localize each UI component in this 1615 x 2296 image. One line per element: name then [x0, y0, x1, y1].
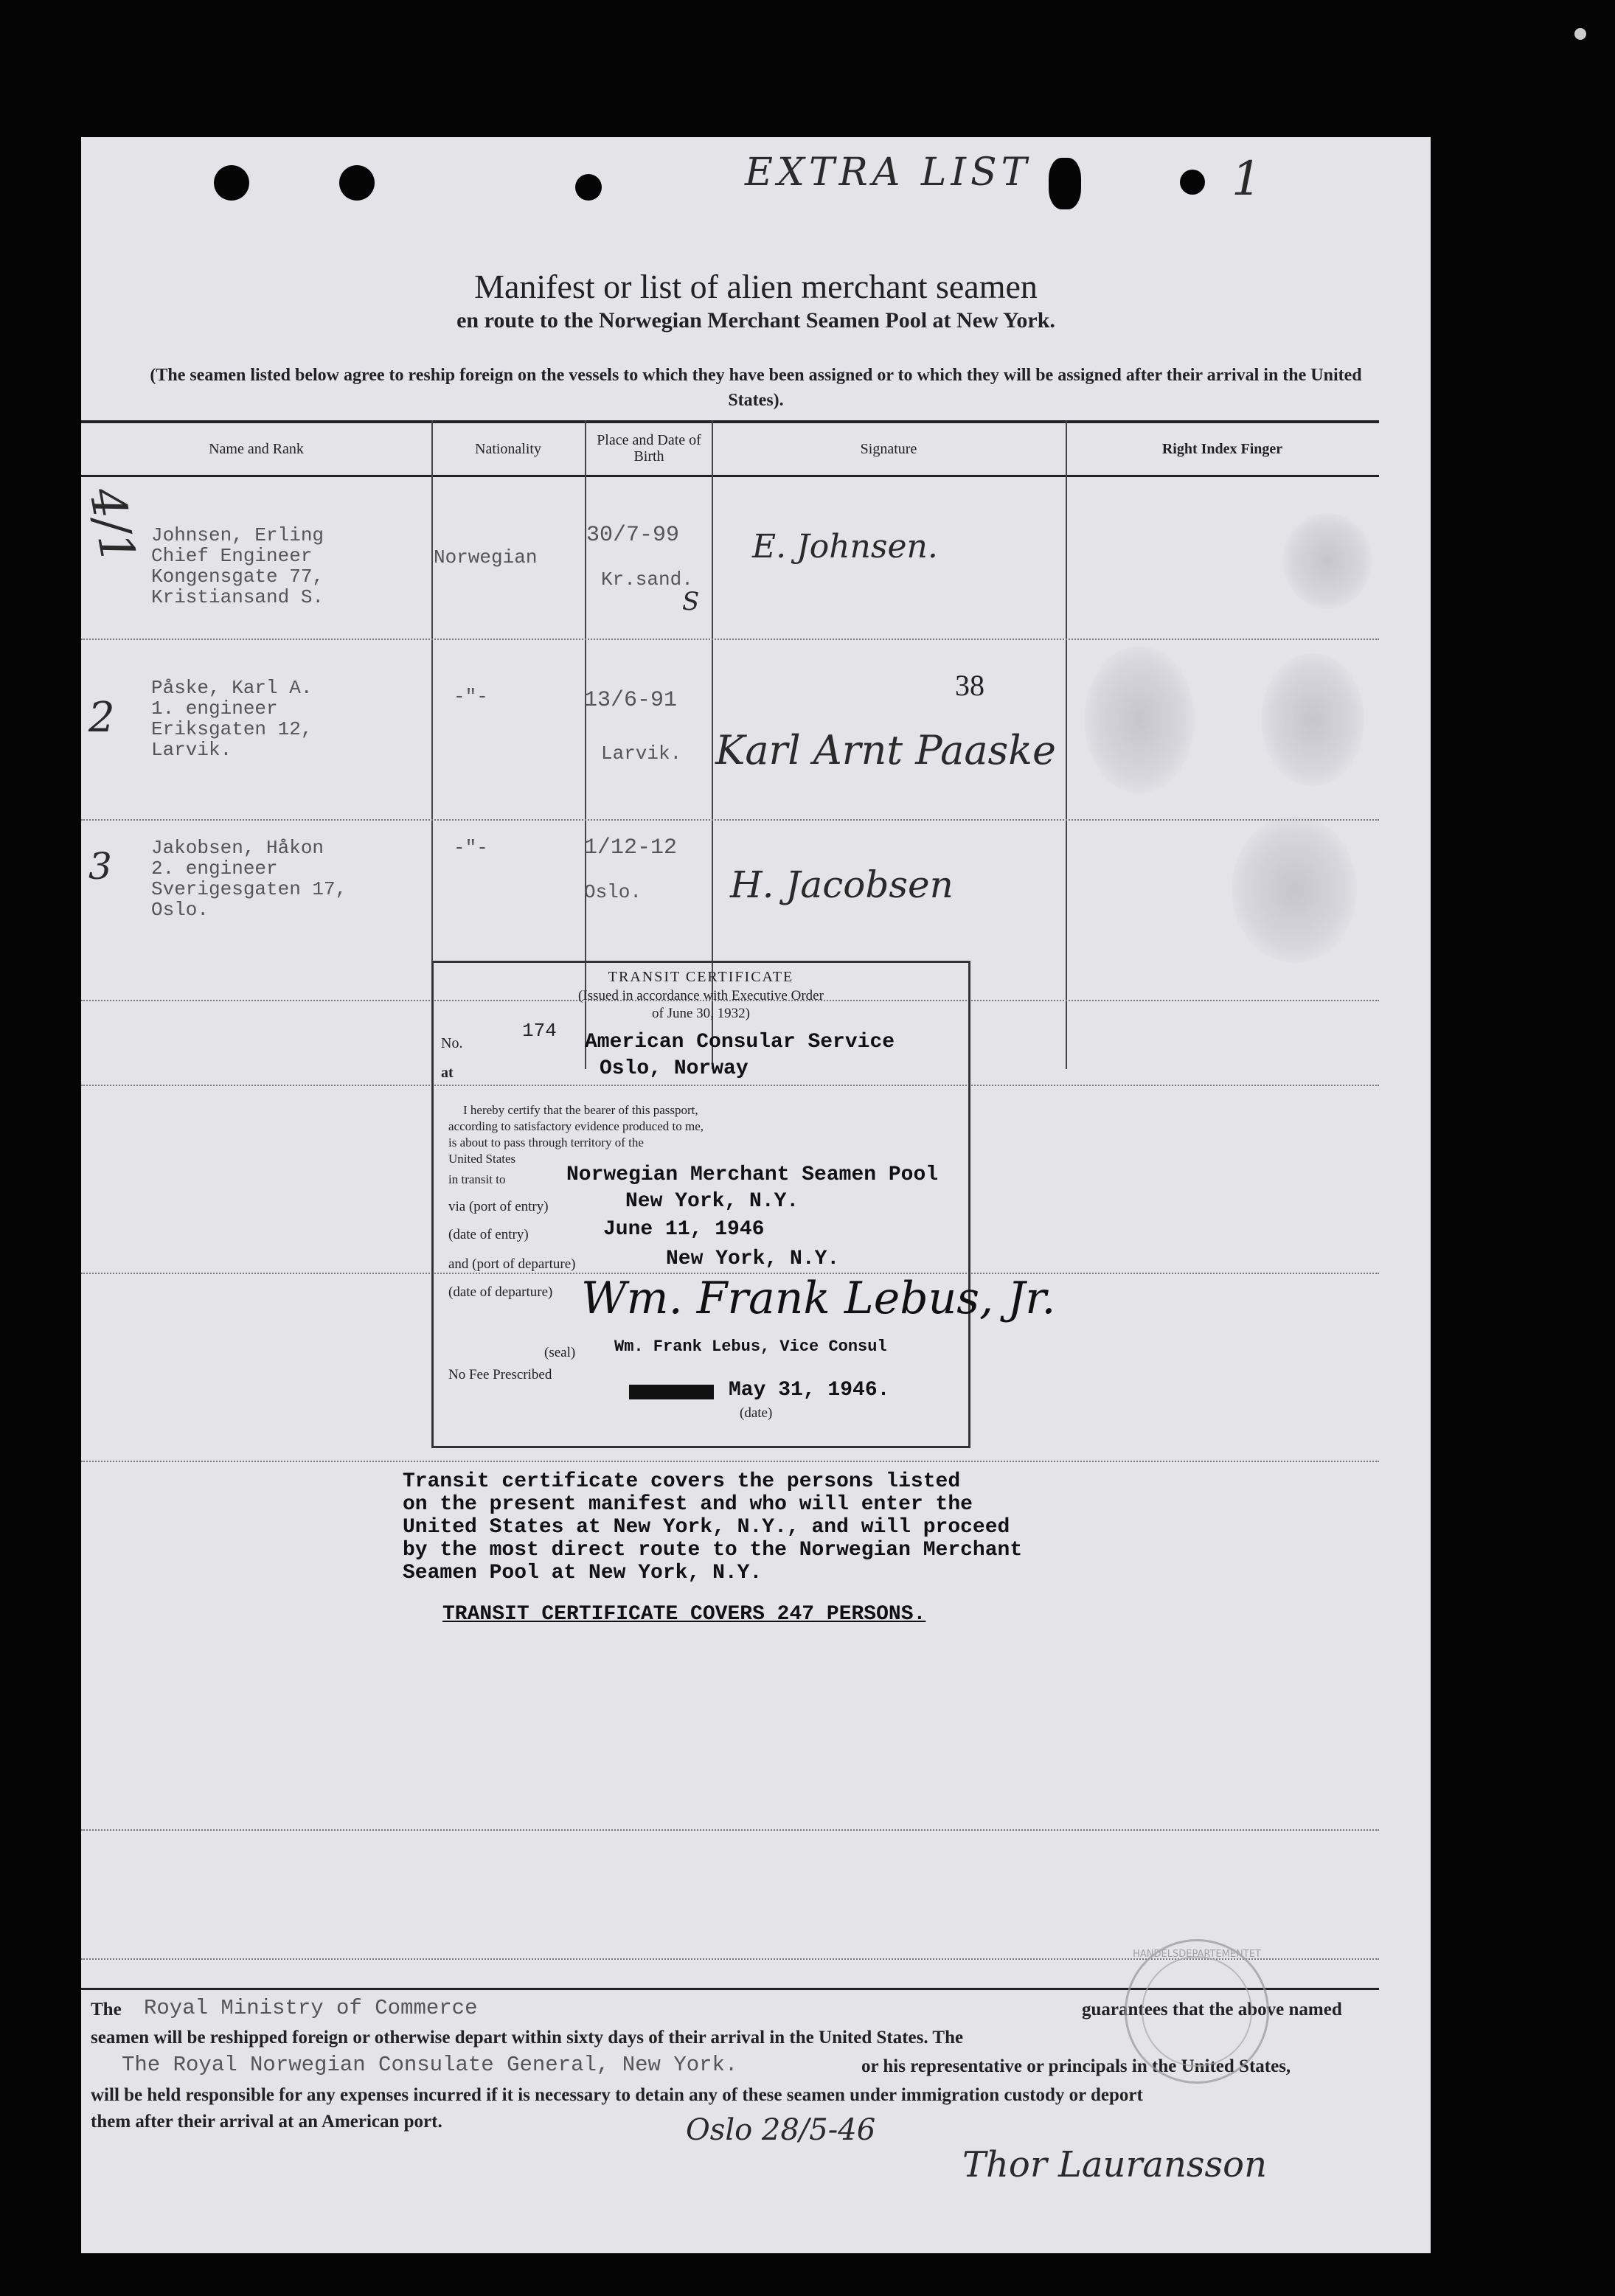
page-subtitle: en route to the Norwegian Merchant Seamen Pool at New York.	[456, 308, 1055, 333]
stamp-text: HANDELSDEPARTEMENTET	[1133, 1949, 1261, 1960]
column-header-finger: Right Index Finger	[1161, 441, 1283, 457]
footer-the: The	[91, 2000, 122, 2020]
departure-port-label: and (port of departure)	[448, 1256, 576, 1272]
entry-date-label: (date of entry)	[448, 1227, 529, 1242]
certify-text: United States	[448, 1152, 516, 1166]
certificate-issued-line: (Issued in accordance with Executive Order	[578, 988, 824, 1003]
birth-date: 30/7-99	[586, 523, 680, 548]
guarantor-name: Royal Ministry of Commerce	[144, 1996, 478, 2020]
seaman-name: Johnsen, Erling	[151, 524, 324, 546]
transit-note-line: on the present manifest and who will enter the	[403, 1493, 973, 1516]
fingerprint	[1084, 646, 1195, 793]
birth-place: Oslo.	[584, 881, 642, 903]
footer-line: seamen will be reshipped foreign or otherwise depart within sixty days of their arrival in the United States. The	[91, 2028, 964, 2048]
port-of-departure: New York, N.Y.	[666, 1248, 840, 1270]
row-separator	[81, 1461, 1379, 1462]
footer-line: or his representative or principals in the United States,	[861, 2056, 1291, 2076]
transit-note-line: Transit certificate covers the persons listed	[403, 1470, 961, 1493]
certificate-issued-line: of June 30, 1932)	[652, 1006, 750, 1021]
consul-signature: Wm. Frank Lebus, Jr.	[581, 1273, 1056, 1324]
transit-summary: TRANSIT CERTIFICATE COVERS 247 PERSONS.	[442, 1603, 926, 1626]
seaman-rank: 1. engineer	[151, 698, 278, 720]
birth-place-note: S	[682, 587, 700, 616]
table-header-rule	[81, 475, 1379, 477]
column-header-name: Name and Rank	[209, 441, 304, 457]
transit-label: in transit to	[448, 1172, 506, 1186]
consul-signer: Wm. Frank Lebus, Vice Consul	[614, 1337, 887, 1356]
certificate-date: May 31, 1946.	[729, 1379, 890, 1402]
fee-label: No Fee Prescribed	[448, 1367, 552, 1382]
header-note: (The seamen listed below agree to reship foreign on the vessels to which they have been assigned or to which they will be assigned after their arrival in the United States).	[150, 366, 1362, 410]
page-title: Manifest or list of alien merchant seamen	[474, 268, 1038, 305]
stamp-ring	[1142, 1956, 1252, 2067]
seaman-name: Jakobsen, Håkon	[151, 837, 324, 859]
punch-hole	[575, 174, 602, 201]
row-number: 4/1	[78, 483, 145, 568]
corner-note: EXTRA LIST	[745, 150, 1032, 195]
guarantee-text: guarantees that the above named	[1082, 2000, 1342, 2020]
transit-note-line: Seamen Pool at New York, N.Y.	[403, 1562, 763, 1584]
certificate-date-label: (date)	[740, 1405, 773, 1421]
row-note: 38	[955, 669, 984, 702]
birth-place: Kr.sand.	[601, 568, 693, 591]
footer-line: them after their arrival at an American port.	[91, 2112, 442, 2132]
seaman-address: Sverigesgaten 17,	[151, 878, 347, 900]
certify-text: I hereby certify that the bearer of this passport,	[463, 1103, 698, 1117]
seaman-nationality: -"-	[454, 837, 488, 859]
port-of-entry: New York, N.Y.	[625, 1190, 799, 1213]
via-label: via (port of entry)	[448, 1199, 549, 1214]
column-header-signature: Signature	[860, 441, 917, 457]
certificate-heading: TRANSIT CERTIFICATE	[608, 969, 794, 985]
redaction-mark	[629, 1385, 714, 1399]
transit-note-line: by the most direct route to the Norwegian Merchant	[403, 1539, 1023, 1562]
birth-date: 13/6-91	[584, 688, 678, 713]
seaman-signature: H. Jacobsen	[730, 863, 954, 906]
fingerprint	[1261, 653, 1364, 786]
seaman-city: Larvik.	[151, 739, 232, 761]
row-separator	[81, 1829, 1379, 1831]
footer-line: will be held responsible for any expenses incurred if it is necessary to detain any of these seamen under immigration custody or deport	[91, 2085, 1143, 2105]
transit-note-line: United States at New York, N.Y., and will proceed	[403, 1516, 1010, 1539]
certificate-no-label: No.	[441, 1035, 463, 1051]
certify-text: is about to pass through territory of the	[448, 1135, 644, 1149]
punch-hole	[339, 165, 375, 201]
certificate-at-label: at	[441, 1065, 454, 1081]
fingerprint	[1232, 815, 1357, 963]
certificate-location: Oslo, Norway	[600, 1057, 749, 1080]
manifest-sheet	[78, 137, 1431, 2253]
page-number: 1	[1232, 152, 1262, 206]
transit-destination: Norwegian Merchant Seamen Pool	[566, 1163, 939, 1186]
seaman-rank: Chief Engineer	[151, 545, 313, 567]
scan-mark	[1574, 28, 1586, 40]
seaman-name: Påske, Karl A.	[151, 677, 313, 699]
footer-date-note: Oslo 28/5-46	[686, 2113, 876, 2147]
seaman-city: Kristiansand S.	[151, 586, 324, 608]
seaman-signature: Karl Arnt Paaske	[715, 727, 1056, 773]
row-separator	[81, 639, 1379, 640]
departure-date-label: (date of departure)	[448, 1284, 553, 1300]
birth-place: Larvik.	[601, 742, 682, 765]
entry-date: June 11, 1946	[603, 1218, 765, 1241]
seal-label: (seal)	[544, 1345, 576, 1360]
certificate-number: 174	[522, 1020, 557, 1042]
column-header-nationality: Nationality	[475, 441, 541, 457]
row-number: 3	[88, 845, 112, 888]
ministry-stamp	[1125, 1939, 1269, 2084]
punch-hole	[214, 165, 249, 201]
seaman-city: Oslo.	[151, 899, 209, 921]
column-header-birth: Place and Date of Birth	[597, 432, 701, 465]
certificate-service: American Consular Service	[585, 1031, 895, 1054]
seaman-address: Kongensgate 77,	[151, 566, 324, 588]
birth-date: 1/12-12	[584, 835, 678, 860]
seaman-rank: 2. engineer	[151, 857, 278, 880]
guarantor-signature: Thor Lauransson	[962, 2144, 1267, 2185]
punch-hole	[1180, 170, 1205, 195]
certify-text: according to satisfactory evidence produced to me,	[448, 1119, 704, 1133]
seaman-nationality: Norwegian	[434, 546, 538, 568]
fingerprint	[1283, 513, 1372, 609]
seaman-address: Eriksgaten 12,	[151, 718, 313, 740]
transit-certificate	[431, 961, 1056, 1448]
row-separator	[81, 819, 1379, 821]
punch-hole	[1049, 158, 1081, 209]
seaman-signature: E. Johnsen.	[752, 528, 938, 566]
row-number: 2	[88, 694, 115, 742]
seaman-nationality: -"-	[454, 686, 488, 708]
table-top-rule	[81, 420, 1379, 423]
column-divider	[1066, 420, 1067, 1069]
representative-name: The Royal Norwegian Consulate General, New York.	[122, 2053, 738, 2077]
